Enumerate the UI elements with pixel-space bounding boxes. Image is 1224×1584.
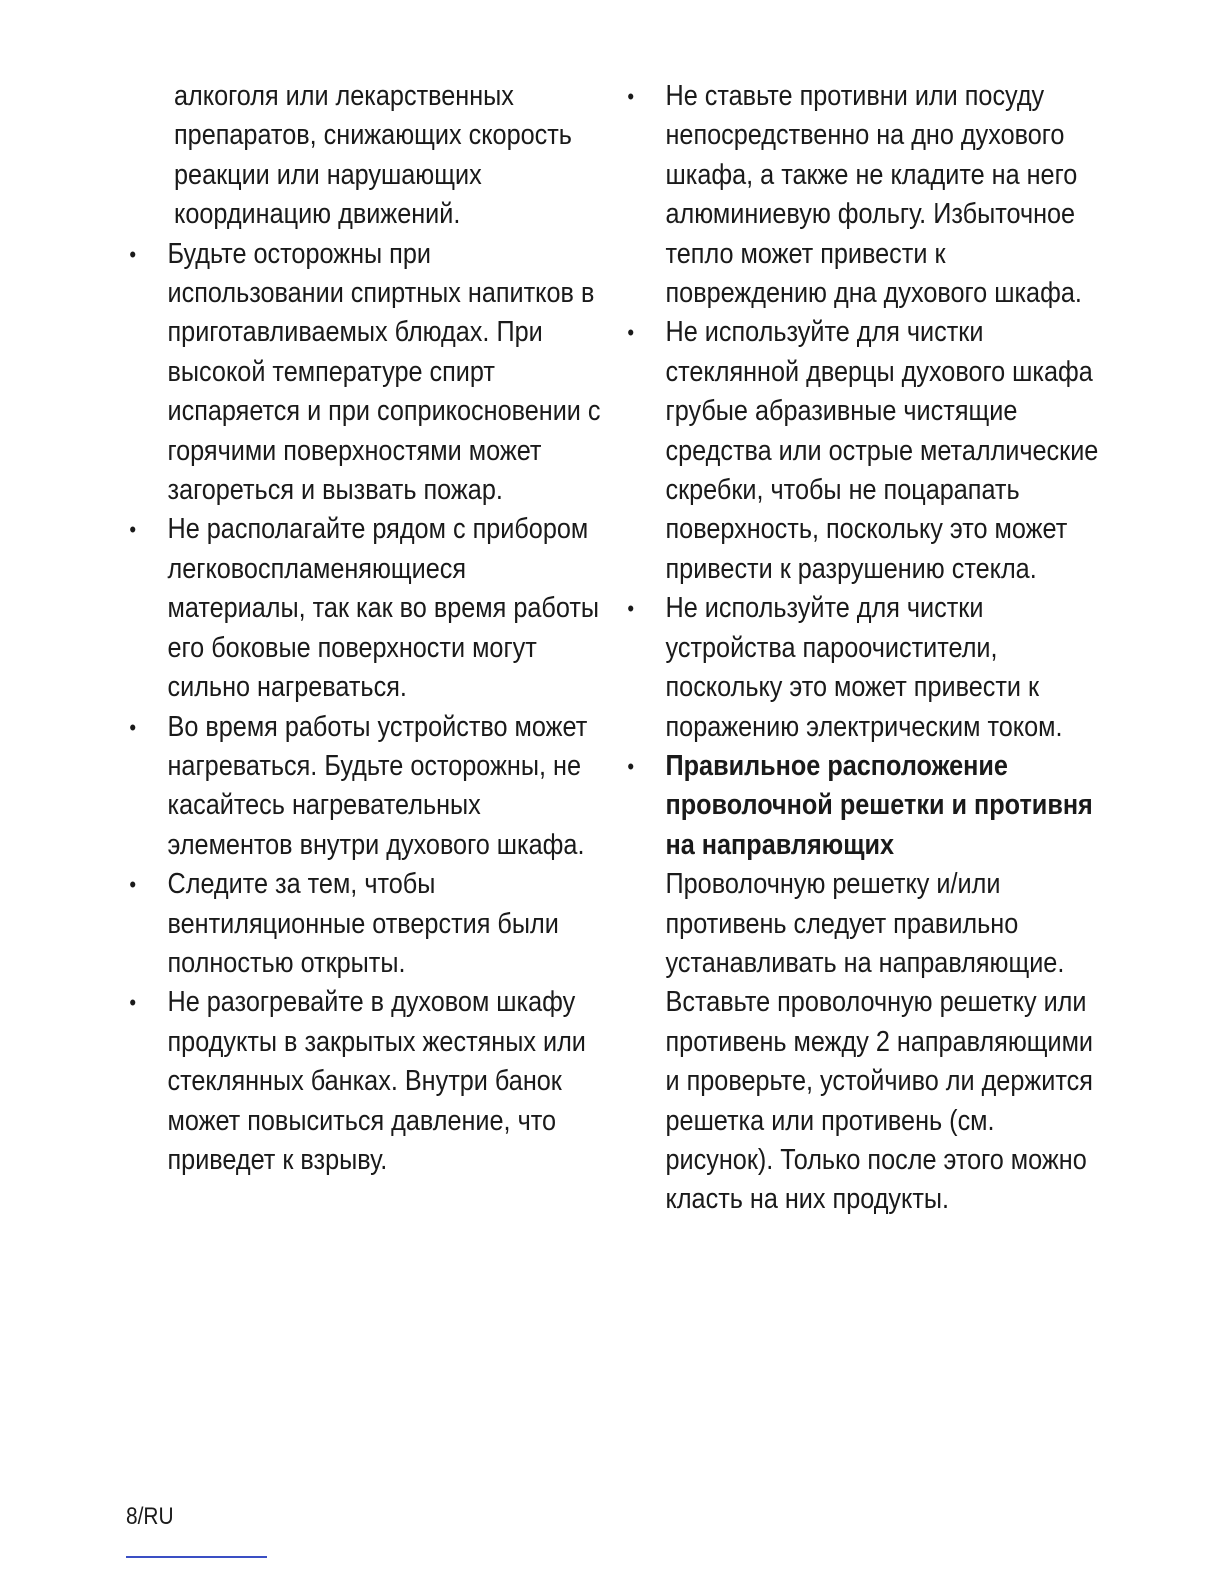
list-item: [622, 747, 1101, 1220]
bullet: •: [627, 84, 635, 109]
bullet: •: [627, 596, 635, 622]
bullet: •: [129, 714, 137, 740]
left-column: [124, 77, 601, 1180]
list-item-text: Не располагайте рядом с прибором легковоспламеняющиеся материалы, так как во время работы его боковые поверхности могут сильно нагреваться.: [167, 513, 600, 704]
continuation-paragraph: алкоголя или лекарственных препаратов, снижающих скорость реакции или нарушающих координацию движений.: [174, 80, 572, 231]
bullet: •: [129, 517, 137, 543]
list-item-text: Не используйте для чистки устройства пароочистители, поскольку это может привести к поражению электрическим током.: [665, 592, 1063, 743]
bullet: •: [129, 990, 137, 1016]
list-item-text: Будьте осторожны при использовании спиртных напитков в приготавливаемых блюдах. При высокой температуре спирт испаряется и при соприкосновении с горячими поверхностями может загореться и вызвать пожар.: [167, 237, 601, 507]
bullet: •: [627, 320, 635, 346]
list-item: [124, 708, 603, 866]
list-item: [622, 313, 1101, 589]
list-item-text: Не разогревайте в духовом шкафу продукты в закрытых жестяных или стеклянных банках. Внутри банок может повыситься давление, что приведет к взрыву.: [167, 986, 586, 1176]
list-item-text: Не ставьте противни или посуду непосредственно на дно духового шкафа, а также не кладите на него алюминиевую фольгу. Избыточное тепло может привести к повреждению дна духового шкафа.: [665, 80, 1082, 310]
section-heading: Правильное расположение проволочной решетки и противня на направляющих: [665, 749, 1093, 861]
list-item-text: Во время работы устройство может нагреваться. Будьте осторожны, не касайтесь нагревательных элементов внутри духового шкафа.: [167, 710, 588, 861]
footer-divider: [126, 1556, 267, 1558]
right-column: [622, 77, 1099, 1220]
list-item: [124, 865, 603, 983]
list-item-text: Не используйте для чистки стеклянной дверцы духового шкафа грубые абразивные чистящие средства или острые металлические скребки, чтобы не поцарапать поверхность, поскольку это может привести к разрушению стекла.: [665, 316, 1099, 585]
bullet: •: [129, 241, 137, 267]
list-item-text: Следите за тем, чтобы вентиляционные отверстия были полностью открыты.: [167, 868, 559, 979]
list-item-text: Проволочную решетку и/или противень следует правильно устанавливать на направляющие. Вставьте проволочную решетку или противень между 2 направляющими и проверьте, устойчиво ли держится решетка или противень (см. рисунок). Только после этого можно класть на них продукты.: [665, 868, 1094, 1216]
list-item: [124, 983, 603, 1180]
bullet: •: [129, 872, 137, 898]
list-item: [622, 77, 1101, 313]
bullet: •: [627, 753, 635, 779]
list-item: [124, 510, 603, 707]
page-number: 8/RU: [126, 1503, 174, 1530]
list-item: [622, 589, 1101, 747]
list-item: [124, 235, 603, 511]
